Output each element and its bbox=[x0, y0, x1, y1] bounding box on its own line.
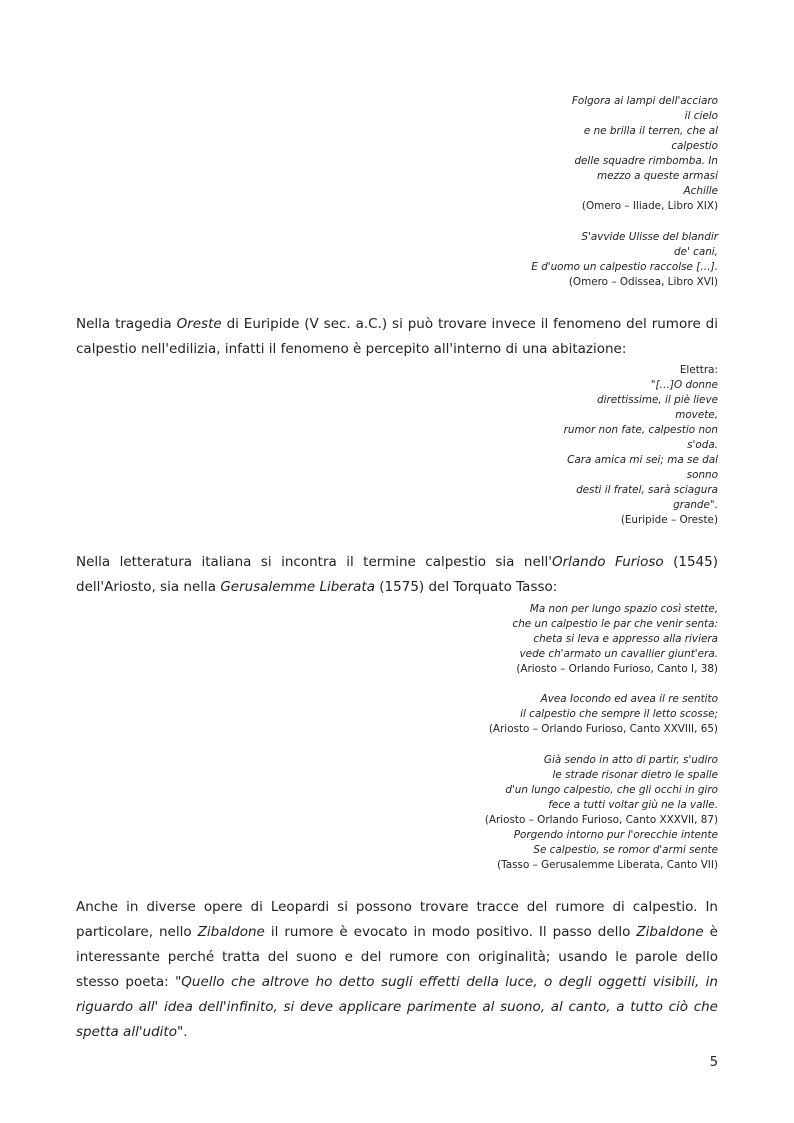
quote-source: (Ariosto – Orlando Furioso, Canto XXXVII, 87) bbox=[484, 814, 718, 826]
quote-line: Avea Iocondo ed avea il re sentito bbox=[540, 693, 718, 705]
title-zibaldone: Zibaldone bbox=[636, 924, 704, 940]
paragraph-oreste bbox=[76, 312, 718, 362]
quote-line: Cara amica mi sei; ma se dal bbox=[567, 454, 718, 466]
page-number: 5 bbox=[709, 1055, 718, 1070]
quote-line: fece a tutti voltar giù ne la valle. bbox=[548, 799, 718, 811]
quote-line: Se calpestio, se romor d'armi sente bbox=[533, 844, 718, 856]
quote-line: le strade risonar dietro le spalle bbox=[552, 769, 718, 781]
paragraph-text: Nella tragedia bbox=[76, 316, 177, 332]
quote-line: Folgora ai lampi dell'acciaro bbox=[571, 95, 718, 107]
paragraph-text: di Euripide (V sec. a.C.) si può trovare invece il fenomeno del rumore di calpestio nell'edilizia, infatti il fenomeno è percepito all'interno di una abitazione: bbox=[76, 316, 718, 357]
quote-source: (Omero – Odissea, Libro XVI) bbox=[568, 276, 718, 288]
paragraph-text: Nella letteratura italiana si incontra il termine calpestio sia nell' bbox=[76, 554, 552, 570]
quote-line: calpestio bbox=[671, 140, 718, 152]
title-orlando-furioso: Orlando Furioso bbox=[551, 554, 664, 570]
quote-line: desti il fratel, sarà sciagura bbox=[576, 484, 718, 496]
quote-line: Achille bbox=[683, 185, 718, 197]
quote-line: Porgendo intorno pur l'orecchie intente bbox=[513, 829, 718, 841]
quote-speaker: Elettra: bbox=[679, 364, 718, 376]
paragraph-text: il rumore è evocato in modo positivo. Il passo dello bbox=[264, 924, 637, 940]
quote-source: (Euripide – Oreste) bbox=[620, 514, 718, 526]
quote-line: Ma non per lungo spazio così stette, bbox=[529, 603, 718, 615]
quote-line: mezzo a queste armasi bbox=[597, 170, 718, 182]
quote-line: de' cani, bbox=[673, 246, 718, 258]
paragraph-letteratura-italiana bbox=[76, 550, 718, 600]
quote-source: (Ariosto – Orlando Furioso, Canto XXVIII, 65) bbox=[488, 723, 718, 735]
quote-iliade bbox=[572, 94, 718, 214]
quote-line: s'oda. bbox=[687, 439, 718, 451]
quote-line: vede ch'armato un cavallier giunt'era. bbox=[519, 648, 718, 660]
quote-ariosto-canto-28 bbox=[489, 692, 718, 737]
quote-line: S'avvide Ulisse del blandir bbox=[581, 231, 718, 243]
quote-line: delle squadre rimbomba. In bbox=[574, 155, 718, 167]
quote-line: il cielo bbox=[684, 110, 718, 122]
leopardi-quotation: "Quello che altrove ho detto sugli effetti della luce, o degli oggetti visibili, in riguardo all' idea dell'infinito, si deve applicare parimente al suono, al canto, a tutto ciò che spetta all'udito" bbox=[76, 974, 718, 1040]
paragraph-text: è interessante perché tratta del suono e del rumore con originalità; usando le parole dello stesso poeta: bbox=[76, 924, 718, 990]
quote-line: direttissime, il piè lieve bbox=[597, 394, 718, 406]
paragraph-text: (1575) del Torquato Tasso: bbox=[375, 579, 558, 595]
paragraph-text: (1545) dell'Ariosto, sia nella bbox=[76, 554, 718, 595]
quote-line: il calpestio che sempre il letto scosse; bbox=[520, 708, 718, 720]
quote-line: rumor non fate, calpestio non bbox=[563, 424, 718, 436]
quote-source: (Tasso – Gerusalemme Liberata, Canto VII) bbox=[497, 859, 718, 871]
quote-line: grande". bbox=[673, 499, 718, 511]
quote-line: e ne brilla il terren, che al bbox=[583, 125, 718, 137]
paragraph-text: . bbox=[183, 1024, 188, 1040]
quote-line: Già sendo in atto di partir, s'udiro bbox=[543, 754, 718, 766]
quote-line: che un calpestio le par che venir senta: bbox=[512, 618, 718, 630]
title-gerusalemme-liberata: Gerusalemme Liberata bbox=[220, 579, 375, 595]
quote-line: cheta si leva e appresso alla riviera bbox=[533, 633, 718, 645]
quote-line: E d'uomo un calpestio raccolse […]. bbox=[531, 261, 718, 273]
paragraph-leopardi bbox=[76, 895, 718, 1045]
quote-ariosto-tasso bbox=[485, 753, 718, 873]
quote-odissea bbox=[531, 230, 718, 290]
quote-ariosto-canto-1 bbox=[513, 602, 719, 677]
quote-line: movete, bbox=[675, 409, 718, 421]
quote-source: (Omero – Iliade, Libro XIX) bbox=[581, 200, 718, 212]
quote-oreste bbox=[564, 363, 718, 528]
quote-line: d'un lungo calpestio, che gli occhi in giro bbox=[505, 784, 718, 796]
title-oreste: Oreste bbox=[176, 316, 222, 332]
title-zibaldone: Zibaldone bbox=[197, 924, 265, 940]
quote-source: (Ariosto – Orlando Furioso, Canto I, 38) bbox=[516, 663, 718, 675]
quote-line: sonno bbox=[686, 469, 718, 481]
quote-line: "[…]O donne bbox=[650, 379, 718, 391]
paragraph-text: Anche in diverse opere di Leopardi si possono trovare tracce del rumore di calpestio. In particolare, nello bbox=[76, 899, 718, 940]
